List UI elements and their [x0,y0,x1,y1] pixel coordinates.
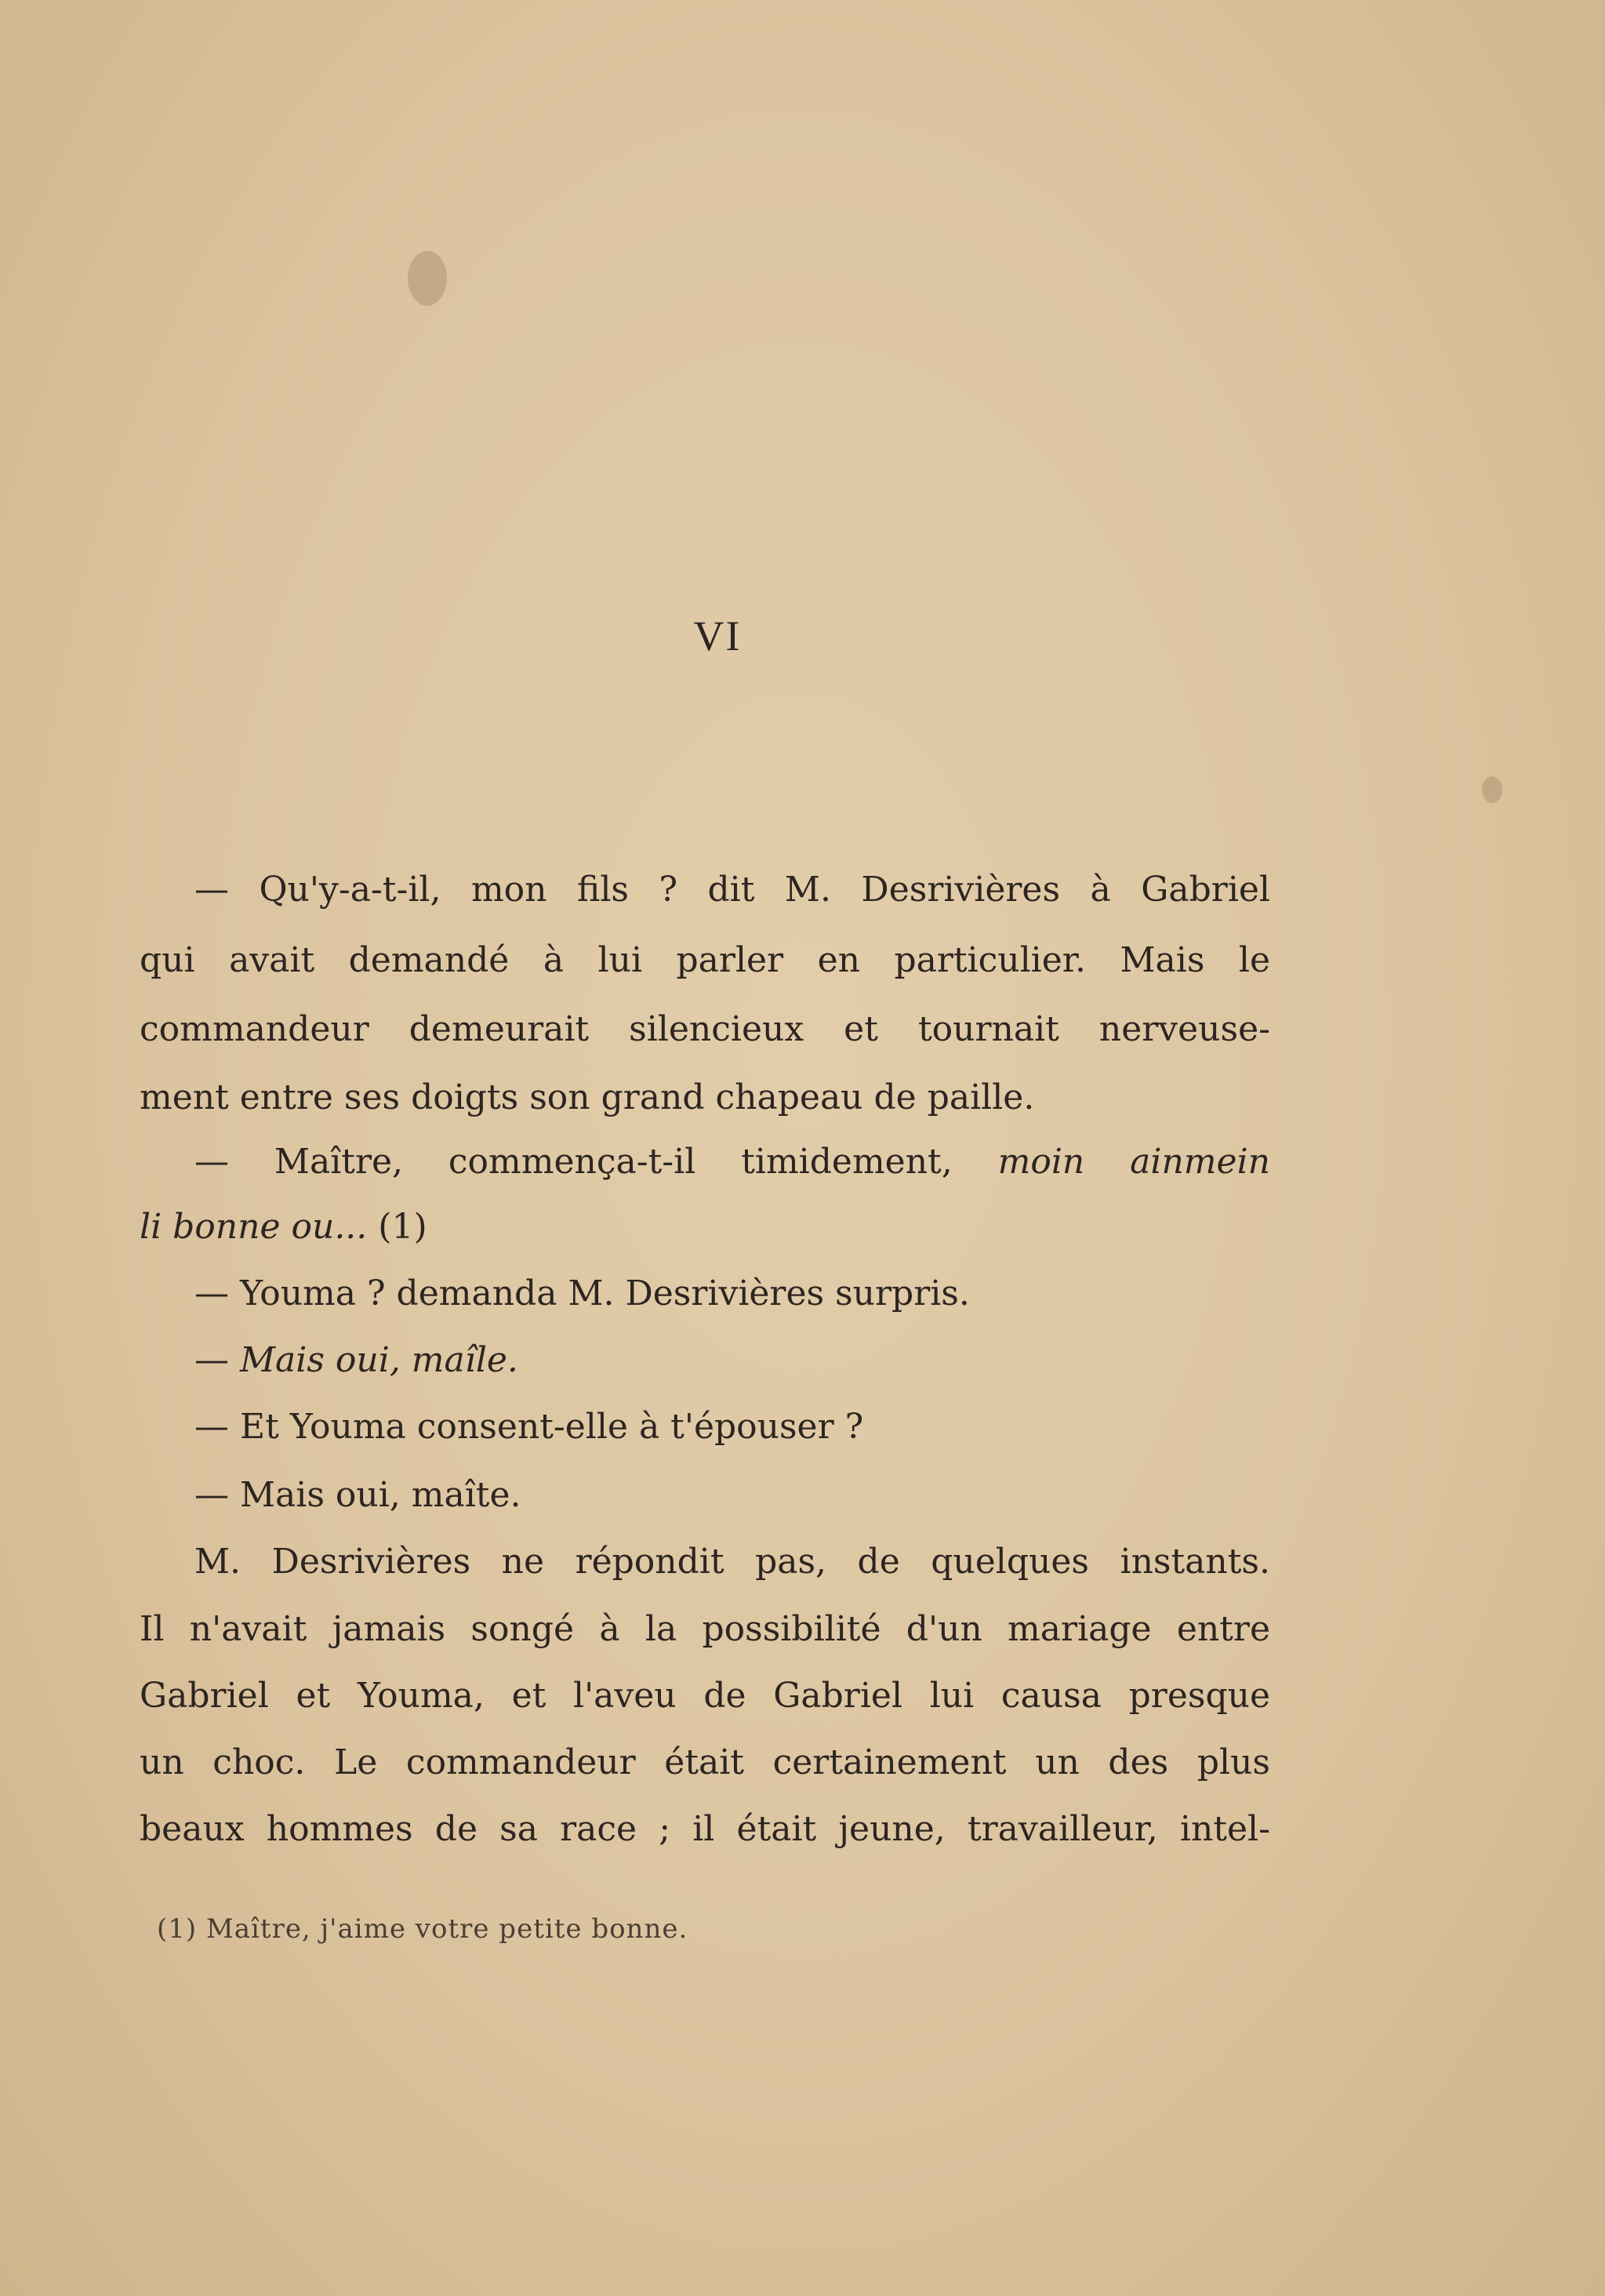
paper-stain [1482,776,1502,803]
text-line: qui avait demandé à lui parler en particulier. Mais le [140,940,1270,980]
text-line: commandeur demeurait silencieux et tournait nerveuse- [140,1009,1270,1049]
chapter-number: VI [693,612,742,659]
text-line: un choc. Le commandeur était certainement un des plus [140,1742,1270,1782]
creole-text: Mais oui, maîle. [240,1340,518,1380]
text-line: — Youma ? demanda M. Desrivières surpris. [194,1273,970,1313]
text-line: beaux hommes de sa race ; il était jeune, travailleur, intel- [140,1809,1270,1849]
paper-stain [408,251,447,306]
text-line: — Et Youma consent-elle à t'épouser ? [194,1407,864,1447]
creole-text: li bonne ou... [140,1207,368,1247]
text-line: ment entre ses doigts son grand chapeau de paille. [140,1077,1035,1117]
text-line: Il n'avait jamais songé à la possibilité d'un mariage entre [140,1609,1270,1649]
footnote: (1) Maître, j'aime votre petite bonne. [157,1913,688,1945]
text-line: — Mais oui, maîte. [194,1475,521,1515]
text-line: — Mais oui, maîle. [194,1340,518,1380]
text-line: M. Desrivières ne répondit pas, de quelques instants. [194,1542,1270,1582]
footnote-marker: (1) [378,1207,427,1247]
text-line: — Qu'y-a-t-il, mon fils ? dit M. Desrivières à Gabriel [194,870,1270,910]
text-line: — Maître, commença-t-il timidement, moin ainmein [194,1142,1270,1182]
text-line: Gabriel et Youma, et l'aveu de Gabriel lui causa presque [140,1676,1270,1716]
text-line [140,1204,1270,1251]
creole-text: moin ainmein [997,1142,1270,1182]
